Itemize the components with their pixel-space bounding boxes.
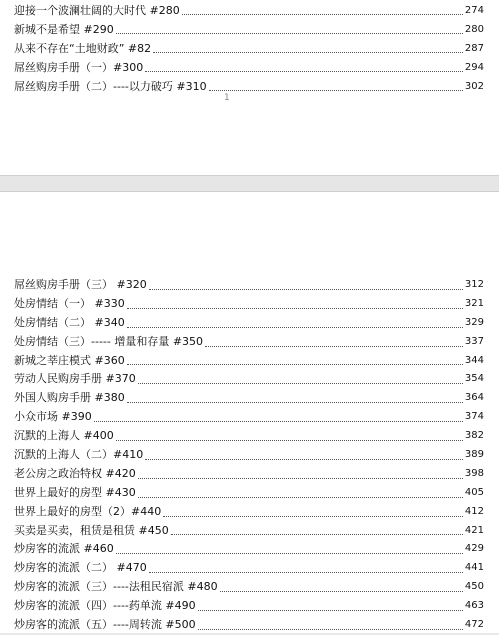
toc-leader-dots xyxy=(138,383,463,384)
toc-entry-page-number: 280 xyxy=(464,24,484,35)
toc-entry-page-number: 321 xyxy=(464,297,484,309)
toc-entry-title: 沉默的上海人（二）#410 xyxy=(14,448,144,461)
toc-entry-page-number: 337 xyxy=(464,335,484,347)
page-gap xyxy=(0,175,499,192)
document-page-bottom xyxy=(0,192,499,633)
toc-leader-dots xyxy=(94,421,463,422)
toc-entry[interactable] xyxy=(14,295,484,314)
toc-entry[interactable] xyxy=(14,1,484,20)
toc-entry-page-number: 329 xyxy=(464,316,484,328)
toc-entry-page-number: 274 xyxy=(464,5,484,16)
toc-entry[interactable] xyxy=(14,597,484,616)
toc-entry[interactable] xyxy=(14,484,484,503)
toc-entry-page-number: 382 xyxy=(464,430,484,442)
toc-entry-page-number: 389 xyxy=(464,449,484,460)
toc-entry-title: 沉默的上海人 #400 xyxy=(14,429,114,443)
toc-leader-dots xyxy=(116,33,463,34)
toc-entry[interactable] xyxy=(14,578,484,597)
toc-entry[interactable] xyxy=(14,559,484,578)
toc-entry[interactable] xyxy=(14,58,484,77)
toc-entry[interactable] xyxy=(14,616,484,635)
toc-entry-title: 炒房客的流派（二） #470 xyxy=(14,561,147,575)
toc-leader-dots xyxy=(138,478,463,479)
toc-entry-title: 炒房客的流派（五）----周转流 #500 xyxy=(14,618,196,632)
toc-entry[interactable] xyxy=(14,522,484,541)
toc-entry[interactable] xyxy=(14,446,484,465)
toc-leader-dots xyxy=(198,629,463,630)
toc-entry-title: 买卖是买卖，租赁是租赁 #450 xyxy=(14,523,169,537)
toc-entry-page-number: 429 xyxy=(464,543,484,555)
toc-leader-dots xyxy=(171,534,463,535)
toc-entry-title: 处房情结（一） #330 xyxy=(14,296,125,310)
toc-entry[interactable] xyxy=(14,20,484,39)
toc-entry[interactable] xyxy=(14,77,484,96)
toc-entry-page-number: 421 xyxy=(464,524,484,536)
document-page-top xyxy=(0,0,499,175)
toc-entry-page-number: 405 xyxy=(464,486,484,498)
toc-entry-title: 炒房客的流派（四）----药单流 #490 xyxy=(14,599,196,613)
toc-entry-page-number: 312 xyxy=(464,278,484,290)
toc-leader-dots xyxy=(116,553,463,554)
toc-entry[interactable] xyxy=(14,370,484,389)
toc-entry-page-number: 398 xyxy=(464,467,484,479)
toc-leader-dots xyxy=(163,516,463,517)
toc-leader-dots xyxy=(220,591,463,592)
toc-entry-page-number: 287 xyxy=(464,43,484,54)
toc-entry-page-number: 441 xyxy=(464,562,484,574)
toc-leader-dots xyxy=(182,14,463,15)
toc-entry-page-number: 450 xyxy=(464,581,484,593)
toc-entry-title: 处房情结（三）----- 增量和存量 #350 xyxy=(14,334,204,348)
toc-entry-title: 小众市场 #390 xyxy=(14,410,92,424)
toc-entry-page-number: 412 xyxy=(464,505,484,517)
toc-leader-dots xyxy=(209,90,463,91)
toc-entry-title: 屌丝购房手册（三） #320 xyxy=(14,277,147,291)
toc-entry-title: 炒房客的流派（三）----法租民宿派 #480 xyxy=(14,580,218,594)
toc-entry-title: 从来不存在“土地财政” #82 xyxy=(14,42,152,55)
toc-entry-page-number: 364 xyxy=(464,392,484,404)
toc-entry-title: 劳动人民购房手册 #370 xyxy=(14,372,136,386)
toc-leader-dots xyxy=(127,402,463,403)
toc-entry[interactable] xyxy=(14,408,484,427)
toc-entry-page-number: 294 xyxy=(464,62,484,73)
toc-entry-title: 屌丝购房手册（一）#300 xyxy=(14,61,144,74)
toc-leader-dots xyxy=(127,308,463,309)
toc-leader-dots xyxy=(116,440,463,441)
toc-entry-page-number: 302 xyxy=(464,81,484,92)
toc-entry[interactable] xyxy=(14,39,484,58)
toc-leader-dots xyxy=(145,71,463,72)
toc-entry-title: 新城之莘庄模式 #360 xyxy=(14,353,125,367)
toc-leader-dots xyxy=(127,327,463,328)
toc-entry[interactable] xyxy=(14,333,484,352)
toc-leader-dots xyxy=(153,52,463,53)
toc-entry-page-number: 463 xyxy=(464,600,484,612)
toc-leader-dots xyxy=(205,346,463,347)
toc-leader-dots xyxy=(145,459,463,460)
toc-entry-title: 处房情结（二） #340 xyxy=(14,315,125,329)
toc-entry[interactable] xyxy=(14,352,484,371)
page-number: 1 xyxy=(224,93,230,103)
toc-list-top xyxy=(14,1,484,96)
toc-entry[interactable] xyxy=(14,276,484,295)
toc-leader-dots xyxy=(138,497,463,498)
toc-entry[interactable] xyxy=(14,314,484,333)
toc-entry[interactable] xyxy=(14,540,484,559)
toc-entry-title: 老公房之政治特权 #420 xyxy=(14,466,136,480)
toc-leader-dots xyxy=(149,572,463,573)
toc-entry-title: 世界上最好的房型 #430 xyxy=(14,485,136,499)
toc-entry-page-number: 374 xyxy=(464,411,484,423)
toc-list-bottom xyxy=(14,276,484,635)
toc-entry-page-number: 354 xyxy=(464,373,484,385)
toc-leader-dots xyxy=(127,364,463,365)
toc-leader-dots xyxy=(198,610,463,611)
toc-entry-title: 屌丝购房手册（二）----以力破巧 #310 xyxy=(14,80,207,93)
toc-entry-title: 新城不是希望 #290 xyxy=(14,23,114,36)
toc-entry[interactable] xyxy=(14,427,484,446)
toc-entry-title: 世界上最好的房型（2）#440 xyxy=(14,504,162,518)
toc-entry-page-number: 472 xyxy=(464,619,484,631)
toc-entry[interactable] xyxy=(14,503,484,522)
toc-entry-title: 炒房客的流派 #460 xyxy=(14,542,114,556)
toc-entry[interactable] xyxy=(14,389,484,408)
toc-entry-title: 迎接一个波澜壮阔的大时代 #280 xyxy=(14,4,180,17)
toc-entry-page-number: 344 xyxy=(464,354,484,366)
toc-entry-title: 外国人购房手册 #380 xyxy=(14,391,125,405)
toc-leader-dots xyxy=(149,289,463,290)
toc-entry[interactable] xyxy=(14,465,484,484)
